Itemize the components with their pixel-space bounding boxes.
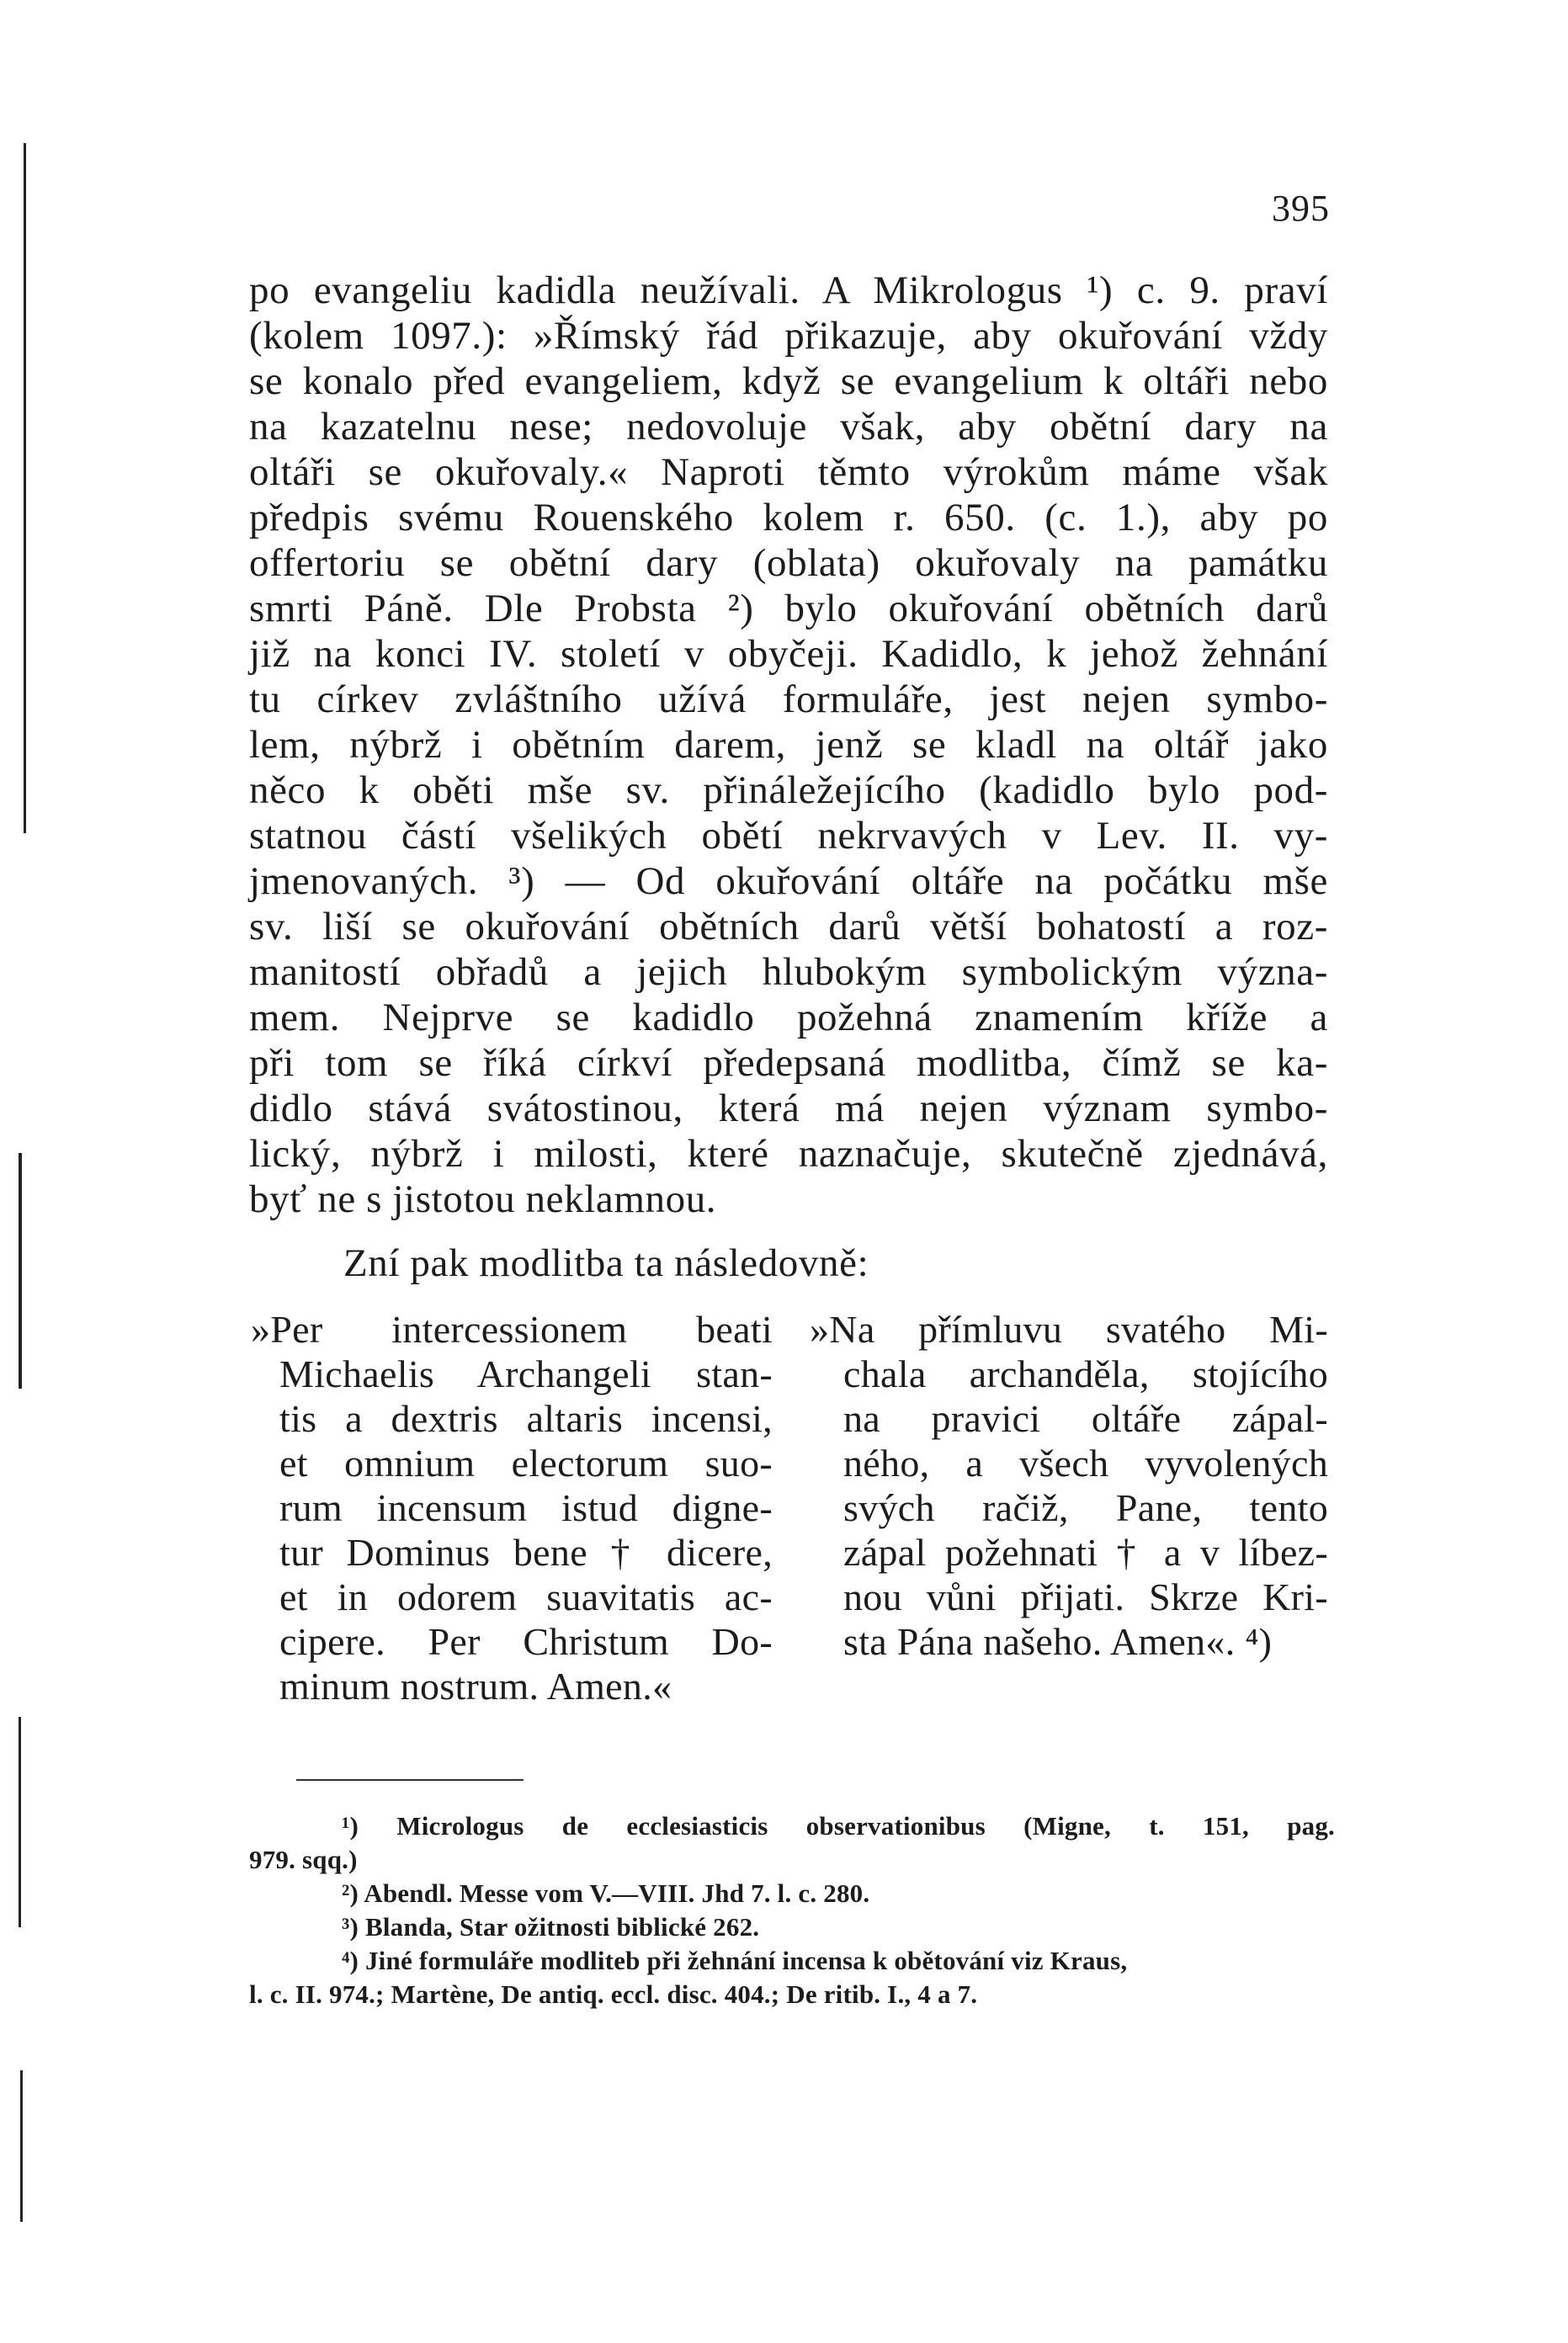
text-line: lem, nýbrž i obětním darem, jenž se kladl na oltář jako — [249, 723, 1328, 767]
text-line: se konalo před evangeliem, když se evangelium k oltáři nebo — [249, 359, 1328, 403]
latin-line: rum incensum istud digne- — [279, 1486, 773, 1529]
footnote-1 — [249, 1809, 1335, 1843]
text-line: smrti Páně. Dle Probsta ²) bylo okuřování obětních darů — [249, 587, 1328, 630]
czech-line: sta Pána našeho. Amen«. ⁴) — [843, 1620, 1273, 1663]
prayer-intro: Zní pak modlitba ta následovně: — [343, 1241, 869, 1285]
text-line: jmenovaných. ³) — Od okuřování oltáře na počátku mše — [249, 859, 1328, 903]
footnote-mark: ²) — [342, 1878, 359, 1908]
text-line: oltáři se okuřovaly.« Naproti těmto výrokům máme však — [249, 450, 1328, 494]
footnote-1-cont: 979. sqq.) — [249, 1845, 358, 1874]
scan-edge-mark — [20, 2070, 23, 2222]
footnote-divider — [296, 1779, 524, 1781]
footnote-mark: ³) — [342, 1912, 359, 1942]
text-line: na kazatelnu nese; nedovoluje však, aby obětní dary na — [249, 405, 1328, 449]
text-line: didlo stává svátostinou, která má nejen význam symbo- — [249, 1086, 1328, 1130]
czech-line: nou vůni přijati. Skrze Kri- — [843, 1575, 1328, 1618]
czech-prayer-column — [810, 1307, 1328, 1664]
text-line: lický, nýbrž i milosti, které naznačuje, skutečně zjednává, — [249, 1132, 1328, 1176]
text-line: (kolem 1097.): »Římský řád přikazuje, aby okuřování vždy — [249, 314, 1328, 358]
footnote-text: Micrologus de ecclesiasticis observationibus (Migne, t. 151, pag. — [396, 1811, 1335, 1841]
footnote-2 — [249, 1877, 1335, 1910]
latin-line: et omnium electorum suo- — [279, 1442, 773, 1485]
footnote-mark: ⁴) — [342, 1946, 359, 1975]
footnote-text: Jiné formuláře modliteb při žehnání incensa k obětování viz Kraus, — [364, 1946, 1128, 1975]
latin-prayer-column — [251, 1307, 773, 1708]
main-paragraph — [249, 268, 1328, 1222]
scan-edge-mark — [19, 1717, 21, 1927]
czech-line: svých račiž, Pane, tento — [843, 1486, 1328, 1529]
latin-line: minum nostrum. Amen.« — [279, 1665, 672, 1708]
footnote-text: Blanda, Star ožitnosti biblické 262. — [364, 1912, 760, 1942]
text-line: něco k oběti mše sv. přináležejícího (kadidlo bylo pod- — [249, 768, 1328, 812]
czech-line: »Na přímluvu svatého Mi- — [810, 1308, 1328, 1351]
footnote-4 — [249, 1944, 1335, 1978]
text-line: statnou částí všelikých obětí nekrvavých v Lev. II. vy- — [249, 814, 1328, 858]
footnote-4-cont: l. c. II. 974.; Martène, De antiq. eccl. disc. 404.; De ritib. I., 4 a 7. — [249, 1979, 978, 2009]
latin-line: Michaelis Archangeli stan- — [279, 1352, 773, 1395]
latin-line: tur Dominus bene † dicere, — [279, 1531, 773, 1574]
latin-line: tis a dextris altaris incensi, — [279, 1397, 773, 1440]
czech-line: ného, a všech vyvolených — [843, 1442, 1328, 1485]
latin-line: »Per intercessionem beati — [251, 1308, 773, 1351]
czech-line: zápal požehnati † a v líbez- — [843, 1531, 1328, 1574]
text-line: již na konci IV. století v obyčeji. Kadidlo, k jehož žehnání — [249, 632, 1328, 676]
text-line: mem. Nejprve se kadidlo požehná znamením kříže a — [249, 996, 1328, 1039]
page-number: 395 — [1272, 188, 1330, 229]
footnote-mark: ¹) — [342, 1811, 359, 1841]
czech-line: chala archanděla, stojícího — [843, 1352, 1328, 1395]
text-line: předpis svému Rouenského kolem r. 650. (c. 1.), aby po — [249, 496, 1328, 539]
latin-line: cipere. Per Christum Do- — [279, 1620, 773, 1663]
czech-line: na pravici oltáře zápal- — [843, 1397, 1328, 1440]
scan-edge-mark — [24, 143, 26, 833]
footnotes — [249, 1809, 1335, 2011]
text-line: při tom se říká církví předepsaná modlitba, čímž se ka- — [249, 1041, 1328, 1085]
text-line: sv. liší se okuřování obětních darů větší bohatostí a roz- — [249, 905, 1328, 948]
text-line: offertoriu se obětní dary (oblata) okuřovaly na památku — [249, 541, 1328, 585]
footnote-text: Abendl. Messe vom V.—VIII. Jhd 7. l. c. 280. — [364, 1878, 870, 1908]
latin-line: et in odorem suavitatis ac- — [279, 1575, 773, 1618]
text-line: tu církev zvláštního užívá formuláře, jest nejen symbo- — [249, 677, 1328, 721]
scan-edge-mark — [19, 1153, 22, 1389]
footnote-3 — [249, 1910, 1335, 1944]
text-line: manitostí obřadů a jejich hlubokým symbolickým význa- — [249, 950, 1328, 994]
text-line: po evangeliu kadidla neužívali. A Mikrologus ¹) c. 9. praví — [249, 268, 1328, 312]
text-line: byť ne s jistotou neklamnou. — [249, 1177, 717, 1221]
